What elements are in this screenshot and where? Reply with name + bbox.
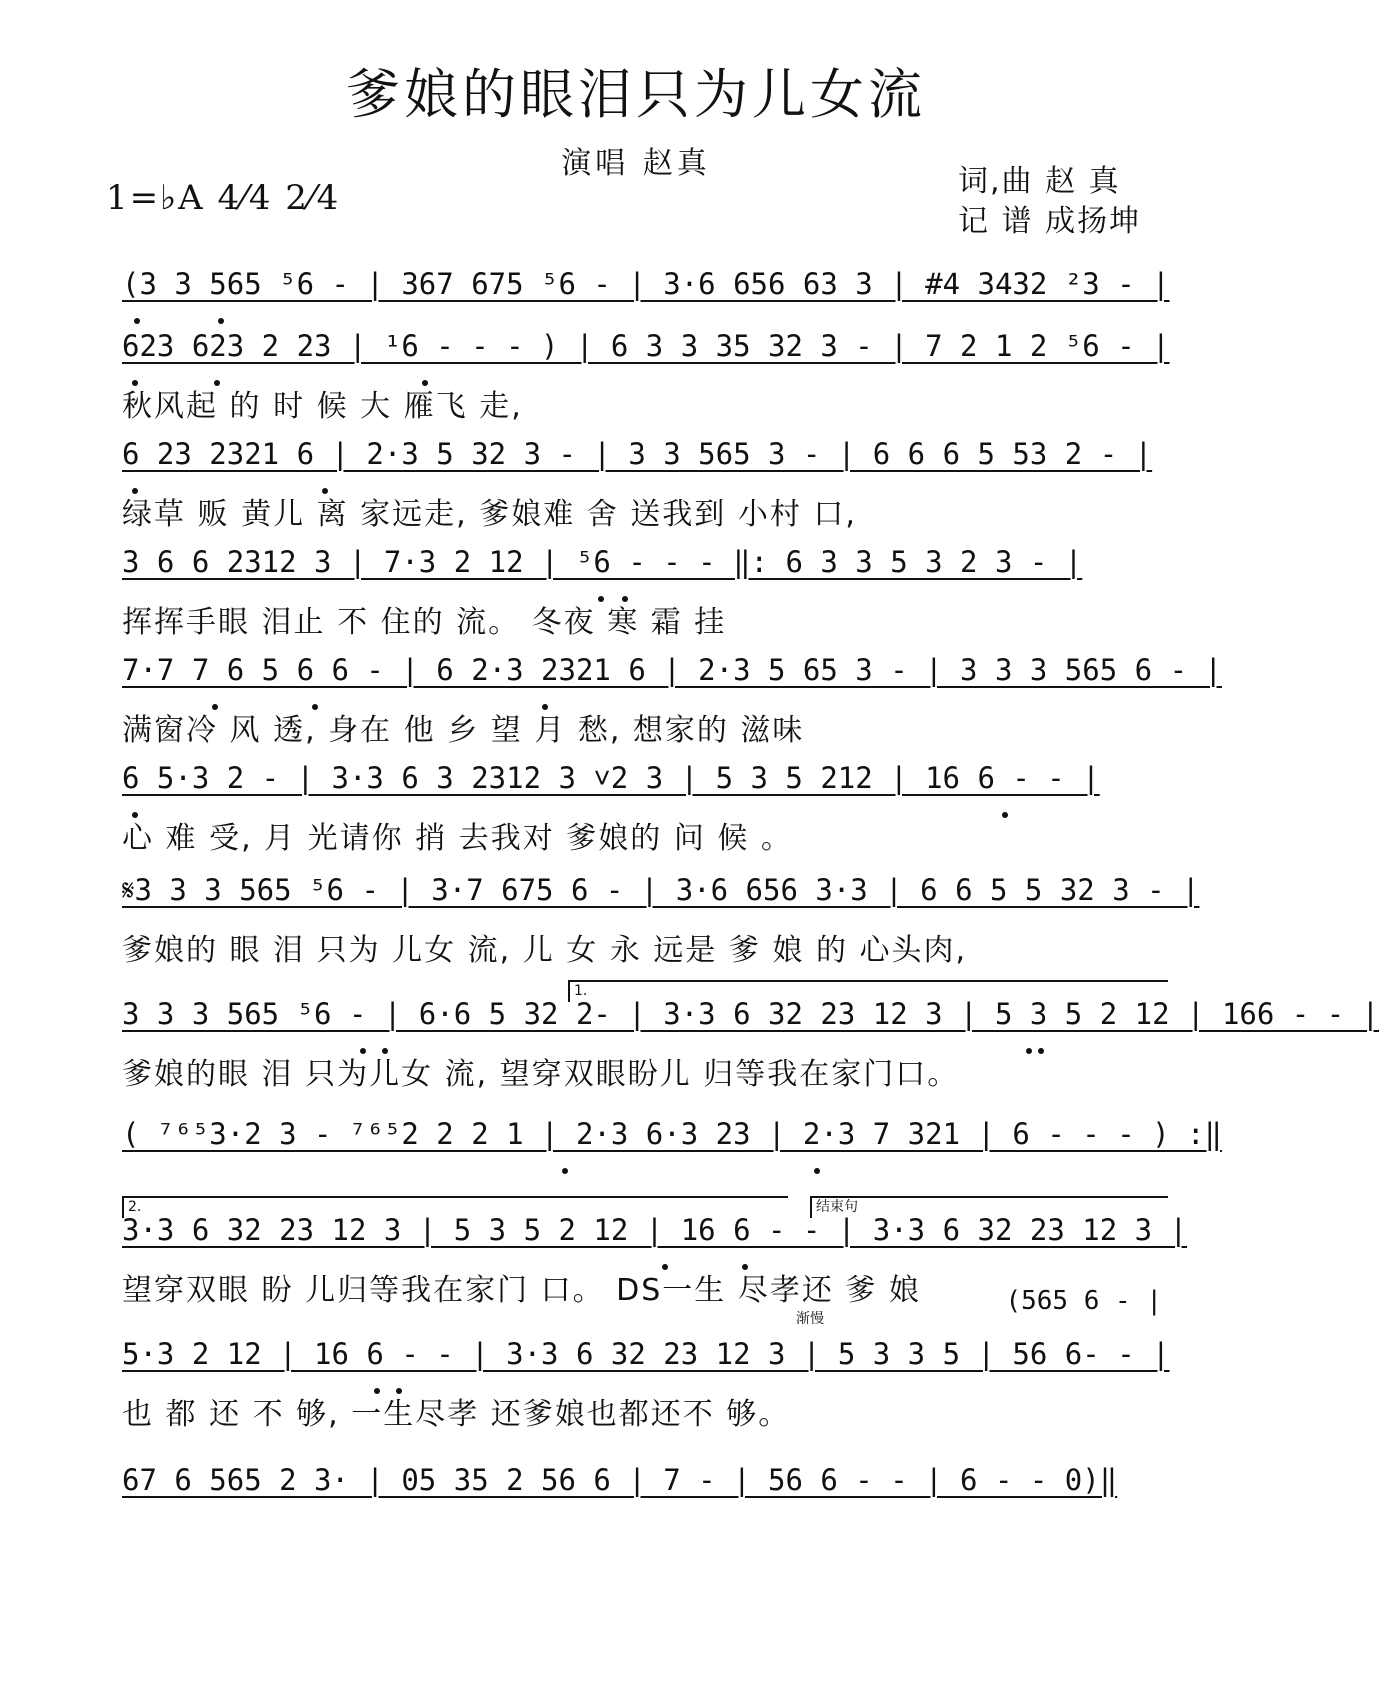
score-system — [122, 324, 1170, 430]
octave-dots — [122, 704, 1162, 712]
octave-dot — [542, 704, 548, 710]
octave-dot — [312, 704, 318, 710]
octave-dot — [1002, 812, 1008, 818]
notation-line: (3 3 565 ⁵6 - | 367 675 ⁵6 - | 3·6 656 63 3 | #4 3432 ²3 - | — [122, 267, 1170, 301]
octave-dots — [122, 488, 1162, 496]
octave-dots — [122, 1168, 1162, 1176]
lyrics-line: 绿草 贩 黄儿 离 家远走, 爹娘难 舍 送我到 小村 口, — [122, 497, 857, 532]
notation-line: 7·7 7 6 5 6 6 - | 6 2·3 2321 6 | 2·3 5 65 3 - | 3 3 3 565 6 - | — [122, 653, 1222, 687]
note-above: (565 6 - | — [1005, 1286, 1162, 1316]
notation-line: 5·3 2 12 | 16 6 - - | 3·3 6 32 23 12 3 | 5 3 3 5 | 56 6- - | — [122, 1337, 1170, 1371]
octave-dot — [662, 1264, 668, 1270]
notation-line: 67 6 565 2 3· | 05 35 2 56 6 | 7 - | 56 6 - - | 6 - - 0)‖ — [122, 1463, 1118, 1497]
lyrics-line: 望穿双眼 盼 儿归等我在家门 口。 DS一生 尽孝还 爹 娘 — [122, 1273, 921, 1308]
octave-dot — [132, 488, 138, 494]
octave-dot — [322, 488, 328, 494]
notation-line: 3 3 3 565 ⁵6 - | 6·6 5 32 2- | 3·3 6 32 23 12 3 | 5 3 5 2 12 | 166 - - | — [122, 997, 1379, 1031]
lyrics-line: 挥挥手眼 泪止 不 住的 流。 冬夜 寒 霜 挂 — [122, 605, 727, 640]
lyrics-line: 也 都 还 不 够, 一生尽孝 还爹娘也都还不 够。 — [122, 1397, 791, 1432]
transcriber: 记 谱 成扬坤 — [958, 204, 1142, 239]
song-title: 爹娘的眼泪只为儿女流 — [346, 63, 926, 126]
octave-dots — [122, 1048, 1162, 1056]
notation-line: ( ⁷⁶⁵3·2 3 - ⁷⁶⁵2 2 2 1 | 2·3 6·3 23 | 2·3 7 321 | 6 - - - ) :‖ — [122, 1117, 1222, 1151]
score-system — [122, 1112, 1222, 1206]
octave-dot — [598, 596, 604, 602]
lyrics-line: 满窗冷 风 透, 身在 他 乡 望 月 愁, 想家的 滋味 — [122, 713, 805, 748]
octave-dot — [360, 1048, 366, 1054]
octave-dot — [742, 1264, 748, 1270]
octave-dots — [122, 596, 1162, 604]
notation-line: 6 5·3 2 - | 3·3 6 3 2312 3 ˅2 3 | 5 3 5 212 | 16 6 - - | — [122, 761, 1100, 795]
lyrics-line: 心 难 受, 月 光请你 捎 去我对 爹娘的 问 候 。 — [122, 821, 793, 856]
score-system — [122, 432, 1162, 538]
score-system — [122, 868, 1200, 974]
octave-dots — [122, 812, 1162, 820]
score-system — [122, 1458, 1162, 1552]
octave-dot — [374, 1388, 380, 1394]
ending-bracket: 结束句 — [810, 1196, 1168, 1218]
tempo-mark: 渐慢 — [796, 1311, 824, 1327]
notation-line: 𝄋3 3 3 565 ⁵6 - | 3·7 675 6 - | 3·6 656 3·3 | 6 6 5 5 32 3 - | — [122, 873, 1200, 907]
octave-dot — [562, 1168, 568, 1174]
octave-dot — [422, 380, 428, 386]
octave-dot — [132, 380, 138, 386]
key-signature: 1=♭A 4⁄4 2⁄4 — [106, 178, 341, 218]
octave-dot — [622, 596, 628, 602]
notation-line: 3·3 6 32 23 12 3 | 5 3 5 2 12 | 16 6 - - | 3·3 6 32 23 12 3 | — [122, 1213, 1188, 1247]
notation-line: 3 6 6 2312 3 | 7·3 2 12 | ⁵6 - - - ‖: 6 3 3 5 3 2 3 - | — [122, 545, 1083, 579]
octave-dots — [122, 1388, 1162, 1396]
notation-line: 6 23 2321 6 | 2·3 5 32 3 - | 3 3 565 3 - | 6 6 6 5 53 2 - | — [122, 437, 1153, 471]
lyricist-composer: 词,曲 赵 真 — [958, 164, 1121, 199]
octave-dot — [212, 704, 218, 710]
octave-dot — [132, 812, 138, 818]
octave-dots — [122, 1514, 1162, 1522]
singer-credit: 演唱 赵真 — [561, 146, 711, 181]
octave-dot — [814, 1168, 820, 1174]
octave-dot — [382, 1048, 388, 1054]
notation-line: 623 623 2 23 | ¹6 - - - ) | 6 3 3 35 32 3 - | 7 2 1 2 ⁵6 - | — [122, 329, 1170, 363]
octave-dot — [396, 1388, 402, 1394]
octave-dots — [122, 924, 1162, 932]
lyrics-line — [122, 1506, 1162, 1552]
lyrics-line: 爹娘的眼 泪 只为儿女 流, 望穿双眼盼儿 归等我在家门口。 — [122, 1057, 960, 1092]
lyrics-line: 秋风起 的 时 候 大 雁飞 走, — [122, 389, 523, 424]
octave-dots — [122, 1264, 1162, 1272]
score-system — [122, 648, 1222, 754]
octave-dots — [122, 380, 1162, 388]
lyrics-line: 爹娘的 眼 泪 只为 儿女 流, 儿 女 永 远是 爹 娘 的 心头肉, — [122, 933, 968, 968]
credits-block — [958, 162, 1141, 242]
octave-dot — [1026, 1048, 1032, 1054]
octave-dot — [214, 380, 220, 386]
volta-bracket: 1. — [568, 980, 1168, 1002]
score-system — [122, 756, 1162, 862]
score-system — [122, 540, 1162, 646]
volta-bracket: 2. — [122, 1196, 788, 1218]
score-system — [122, 983, 1379, 1098]
octave-dot — [1038, 1048, 1044, 1054]
